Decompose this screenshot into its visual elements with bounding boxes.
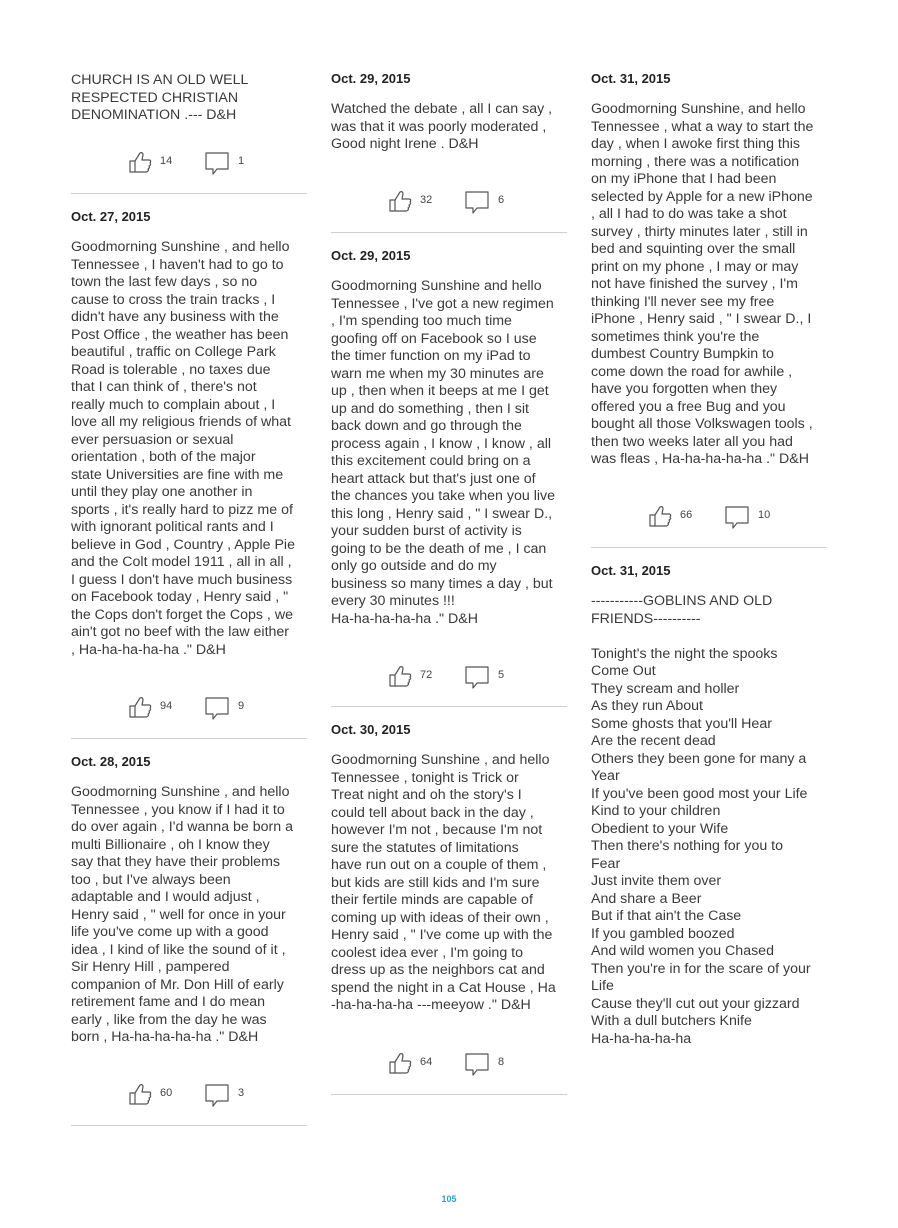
post-text: Watched the debate , all I can say , was that it was poorly moderated , Good night Irene . D&H (331, 101, 553, 152)
comment-count: 8 (498, 1056, 505, 1068)
thumbs-up-icon[interactable] (647, 503, 673, 529)
like-count: 94 (160, 700, 173, 712)
divider (331, 706, 567, 707)
comment-count: 6 (498, 194, 505, 206)
post-3-reactions (331, 188, 567, 216)
post-text: Goodmorning Sunshine and hello Tennessee , I've got a new regimen , I'm spending too much time goofing off on Facebook so I use the timer function on my iPad to warn me when my 30 minutes are up , then when it beeps at me I get up and do something , then I sit back down and go through the process again , I know , I know , all this excitement could bring on a heart attack but that's just one of the chances you take when you live this long , Henry said , " I swear D., your sudden burst of activity is going to be the death of me , I can only go outside and do my business so many times a day , but every 30 minutes !!! Ha-ha-ha-ha-ha ." D&H (331, 278, 555, 627)
page-number: 105 (441, 1194, 457, 1204)
post-date: Oct. 31, 2015 (591, 563, 671, 578)
comment-bubble-icon[interactable] (204, 1082, 230, 1108)
post-date: Oct. 31, 2015 (591, 71, 671, 86)
like-count: 64 (420, 1056, 433, 1068)
post-4-reactions (331, 663, 567, 691)
thumbs-up-icon[interactable] (387, 663, 413, 689)
post-1 (71, 209, 307, 659)
divider (71, 1125, 307, 1126)
comment-bubble-icon[interactable] (204, 150, 230, 176)
comment-bubble-icon[interactable] (464, 1051, 490, 1077)
thumbs-up-icon[interactable] (127, 694, 153, 720)
post-date: Oct. 30, 2015 (331, 722, 411, 737)
post-text: Goodmorning Sunshine , and hello Tennessee , tonight is Trick or Treat night and oh the story's I could tell about back in the day , however I'm not , because I'm not sure the statutes of limitations have run out on a couple of them , but kids are still kids and I'm sure their fertile minds are capable of coming up with ideas of their own , Henry said , " I've come up with the coolest idea ever , I'm going to dress up as the neighbors cat and spend the night in a Cat House , Ha -ha-ha-ha-ha ---meeyow ." D&H (331, 752, 556, 1013)
divider (331, 1094, 567, 1095)
post-6 (591, 71, 827, 469)
like-count: 60 (160, 1087, 173, 1099)
post-3 (331, 71, 567, 154)
post-text: Goodmorning Sunshine , and hello Tennessee , you know if I had it to do over again , I'd wanna be born a multi Billionaire , oh I know they say that they have their problems too , but I've always been adaptable and I would adjust , Henry said , " well for once in your life you've come up with a good idea , I kind of like the sound of it , Sir Henry Hill , pampered companion of Mr. Don Hill of early retirement fame and I do mean early , like from the day he was born , Ha-ha-ha-ha-ha ." D&H (71, 784, 293, 1045)
divider (331, 232, 567, 233)
post-text: CHURCH IS AN OLD WELL RESPECTED CHRISTIAN DENOMINATION .--- D&H (71, 72, 249, 123)
post-date: Oct. 29, 2015 (331, 248, 411, 263)
like-count: 72 (420, 669, 433, 681)
post-date: Oct. 28, 2015 (71, 754, 151, 769)
post-6-reactions (591, 503, 827, 531)
comment-bubble-icon[interactable] (724, 504, 750, 530)
post-text: Goodmorning Sunshine , and hello Tennessee , I haven't had to go to town the last few days , so no cause to cross the train tracks , I didn't have any business with the Post Office , the weather has been beautiful , traffic on College Park Road is tolerable , no taxes due that I can think of , there's not really much to complain about , I love all my religious friends of what ever persuasion or sexual orientation , both of the major state Universities are fine with me until they play one another in sports , it's really hard to pizz me of with ignorant political rants and I believe in God , Country , Apple Pie and the Colt model 1911 , all in all , I guess I don't have much business on Facebook today , Henry said , " the Cops don't forget the Cops , we ain't got no beef with the law either , Ha-ha-ha-ha-ha ." D&H (71, 239, 295, 658)
comment-count: 10 (758, 509, 771, 521)
post-7 (591, 563, 827, 1048)
divider (71, 193, 307, 194)
post-text: Goodmorning Sunshine, and hello Tennessee , what a way to start the day , when I awoke first thing this morning , there was a notification on my iPhone that I had been selected by Apple for a new iPhone , all I had to do was take a shot survey , thirty minutes later , still in bed and squinting over the small print on my phone , I may or may not have finished the survey , I'm thinking I'll never see my free iPhone , Henry said , " I swear D., I sometimes think you're the dumbest Country Bumpkin to come down the road for awhile , have you forgotten when they offered you a free Bug and you bought all those Volkswagen tools , then two weeks later all you had was fleas , Ha-ha-ha-ha-ha ." D&H (591, 101, 814, 467)
divider (71, 738, 307, 739)
comment-count: 5 (498, 669, 505, 681)
post-0-reactions (71, 149, 307, 177)
comment-count: 3 (238, 1087, 245, 1099)
like-count: 32 (420, 194, 433, 206)
comment-bubble-icon[interactable] (204, 695, 230, 721)
post-5 (331, 722, 567, 1015)
comment-count: 1 (238, 155, 245, 167)
post-2-reactions (71, 1081, 307, 1109)
like-count: 66 (680, 509, 693, 521)
post-1-reactions (71, 694, 307, 722)
like-count: 14 (160, 155, 173, 167)
thumbs-up-icon[interactable] (127, 1081, 153, 1107)
post-5-reactions (331, 1050, 567, 1078)
post-text: -----------GOBLINS AND OLD FRIENDS---------- Tonight's the night the spooks Come Out They scream and holler As they run About Some ghosts that you'll Hear Are the recent dead Others they been gone for many a Year If you've been good most your Life Kind to your children Obedient to your Wife Then there's nothing for you to Fear Just invite them over And share a Beer But if that ain't the Case If you gambled boozed And wild women you Chased Then you're in for the scare of your Life Cause they'll cut out your gizzard With a dull butchers Knife Ha-ha-ha-ha-ha (591, 593, 811, 1047)
thumbs-up-icon[interactable] (127, 149, 153, 175)
thumbs-up-icon[interactable] (387, 1050, 413, 1076)
comment-bubble-icon[interactable] (464, 189, 490, 215)
post-0 (71, 72, 307, 125)
post-4 (331, 248, 567, 628)
post-2 (71, 754, 307, 1047)
comment-bubble-icon[interactable] (464, 664, 490, 690)
comment-count: 9 (238, 700, 245, 712)
divider (591, 547, 827, 548)
post-date: Oct. 27, 2015 (71, 209, 151, 224)
thumbs-up-icon[interactable] (387, 188, 413, 214)
post-date: Oct. 29, 2015 (331, 71, 411, 86)
